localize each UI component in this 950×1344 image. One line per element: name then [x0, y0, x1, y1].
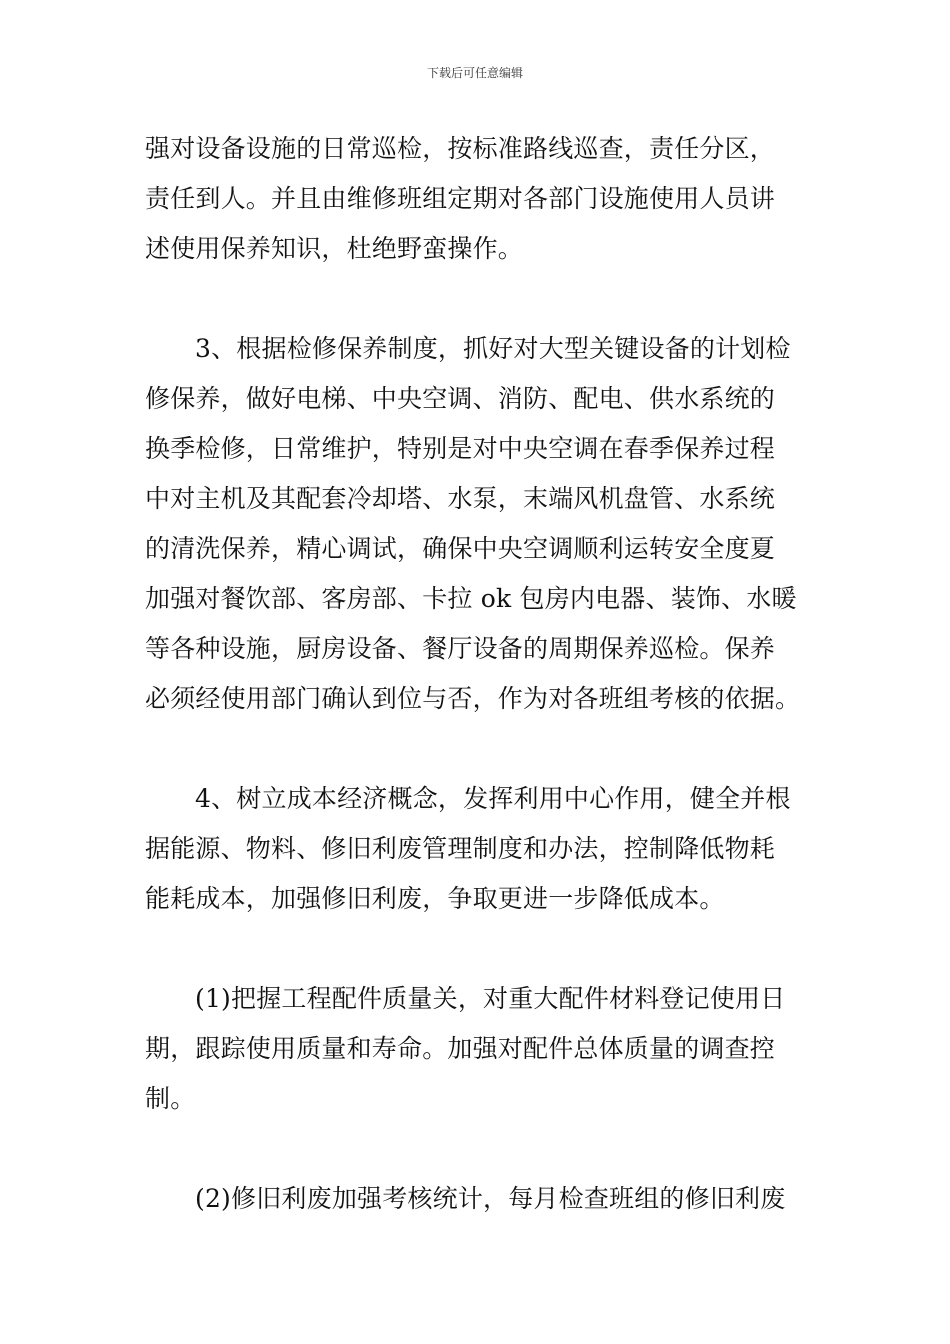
text-line: 能耗成本，加强修旧利废，争取更进一步降低成本。 — [145, 884, 725, 913]
text-line: 制。 — [145, 1084, 196, 1113]
text-line: 中对主机及其配套冷却塔、水泵，末端风机盘管、水系统 — [145, 484, 776, 513]
text-line: 期，跟踪使用质量和寿命。加强对配件总体质量的调查控 — [145, 1034, 776, 1063]
page-header: 下载后可任意编辑 — [426, 66, 523, 80]
text-line: 必须经使用部门确认到位与否，作为对各班组考核的依据。 — [145, 684, 801, 713]
text-line: 修保养，做好电梯、中央空调、消防、配电、供水系统的 — [145, 384, 776, 413]
text-line: 强对设备设施的日常巡检，按标准路线巡查，责任分区， — [145, 134, 776, 163]
paragraph-gap — [145, 724, 810, 774]
text-line: (1)把握工程配件质量关，对重大配件材料登记使用日 — [195, 984, 786, 1013]
text-line: 加强对餐饮部、客房部、卡拉 ok 包房内电器、装饰、水暖 — [145, 584, 797, 613]
paragraph-subitem-1 — [145, 974, 810, 1124]
text-line: 4、树立成本经济概念，发挥利用中心作用，健全并根 — [195, 784, 791, 813]
document-body — [145, 124, 810, 1224]
text-line: 等各种设施，厨房设备、餐厅设备的周期保养巡检。保养 — [145, 634, 776, 663]
text-line: 换季检修，日常维护，特别是对中央空调在春季保养过程 — [145, 434, 776, 463]
paragraph-continuation — [145, 124, 810, 274]
paragraph-gap — [145, 274, 810, 324]
text-line: 据能源、物料、修旧利废管理制度和办法，控制降低物耗 — [145, 834, 776, 863]
text-line: 的清洗保养，精心调试，确保中央空调顺利运转安全度夏 — [145, 534, 776, 563]
paragraph-gap — [145, 924, 810, 974]
text-line: 责任到人。并且由维修班组定期对各部门设施使用人员讲 — [145, 184, 776, 213]
paragraph-item-3 — [145, 324, 810, 724]
text-line: 述使用保养知识，杜绝野蛮操作。 — [145, 234, 524, 263]
text-line: 3、根据检修保养制度，抓好对大型关键设备的计划检 — [195, 334, 791, 363]
paragraph-subitem-2 — [145, 1174, 810, 1224]
paragraph-item-4 — [145, 774, 810, 924]
text-line: (2)修旧利废加强考核统计，每月检查班组的修旧利废 — [195, 1184, 786, 1213]
paragraph-gap — [145, 1124, 810, 1174]
